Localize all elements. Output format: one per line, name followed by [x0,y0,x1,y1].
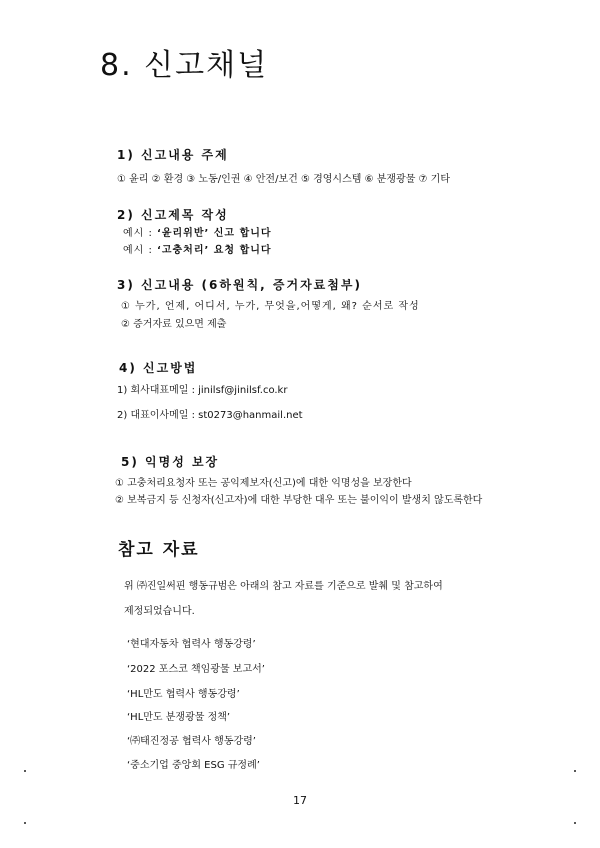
section-heading-content: 3) 신고내용 (6하원칙, 증거자료첨부) [117,278,362,292]
example-prefix: 예시 : [123,228,158,239]
ceo-email: 2) 대표이사메일 : st0273@hanmail.net [117,410,303,421]
reference-item: ‘HL만도 협력사 행동강령’ [127,689,240,700]
title-example-1 [123,224,272,239]
example-text: ‘윤리위반’ 신고 합니다 [157,228,272,239]
anonymity-rule-2: ② 보복금지 등 신청자(신고자)에 대한 부당한 대우 또는 불이익이 발생치 않도록한다 [115,495,483,506]
crop-mark [24,822,26,824]
page-title: 8. 신고채널 [100,48,269,83]
content-rule-1: ① 누가, 언제, 어디서, 누가, 무엇을,어떻게, 왜? 순서로 작성 [121,301,420,312]
section-heading-anonymity: 5) 익명성 보장 [121,455,220,469]
reference-item: ‘㈜태진정공 협력사 행동강령’ [127,736,256,747]
crop-mark [574,822,576,824]
reference-item: ‘HL만도 분쟁광물 정책’ [127,712,231,723]
crop-mark [24,770,26,772]
topic-list: ① 윤리 ② 환경 ③ 노동/인권 ④ 안전/보건 ⑤ 경영시스템 ⑥ 분쟁광물 ⑦ 기타 [117,174,450,185]
section-heading-topic: 1) 신고내용 주제 [117,148,229,162]
section-heading-title: 2) 신고제목 작성 [117,208,229,222]
references-intro-line-2: 제정되었습니다. [124,606,195,617]
crop-mark [574,770,576,772]
title-example-2 [123,241,272,256]
company-email: 1) 회사대표메일 : jinilsf@jinilsf.co.kr [117,385,288,396]
reference-item: ‘2022 포스코 책임광물 보고서’ [127,664,265,675]
references-intro-line-1: 위 ㈜진일써핀 행동규범은 아래의 참고 자료를 기준으로 발췌 및 참고하여 [124,581,443,592]
reference-item: ‘현대자동차 협력사 행동강령’ [127,639,256,650]
references-heading: 참고 자료 [118,540,200,560]
example-prefix: 예시 : [123,245,158,256]
example-text: ‘고충처리’ 요청 합니다 [157,245,272,256]
reference-item: ‘중소기업 중앙회 ESG 규정례’ [127,760,260,771]
content-rule-2: ② 증거자료 있으면 제출 [121,319,227,330]
page-number: 17 [293,794,307,807]
section-heading-method: 4) 신고방법 [119,361,198,375]
anonymity-rule-1: ① 고충처리요청자 또는 공익제보자(신고)에 대한 익명성을 보장한다 [115,478,412,489]
